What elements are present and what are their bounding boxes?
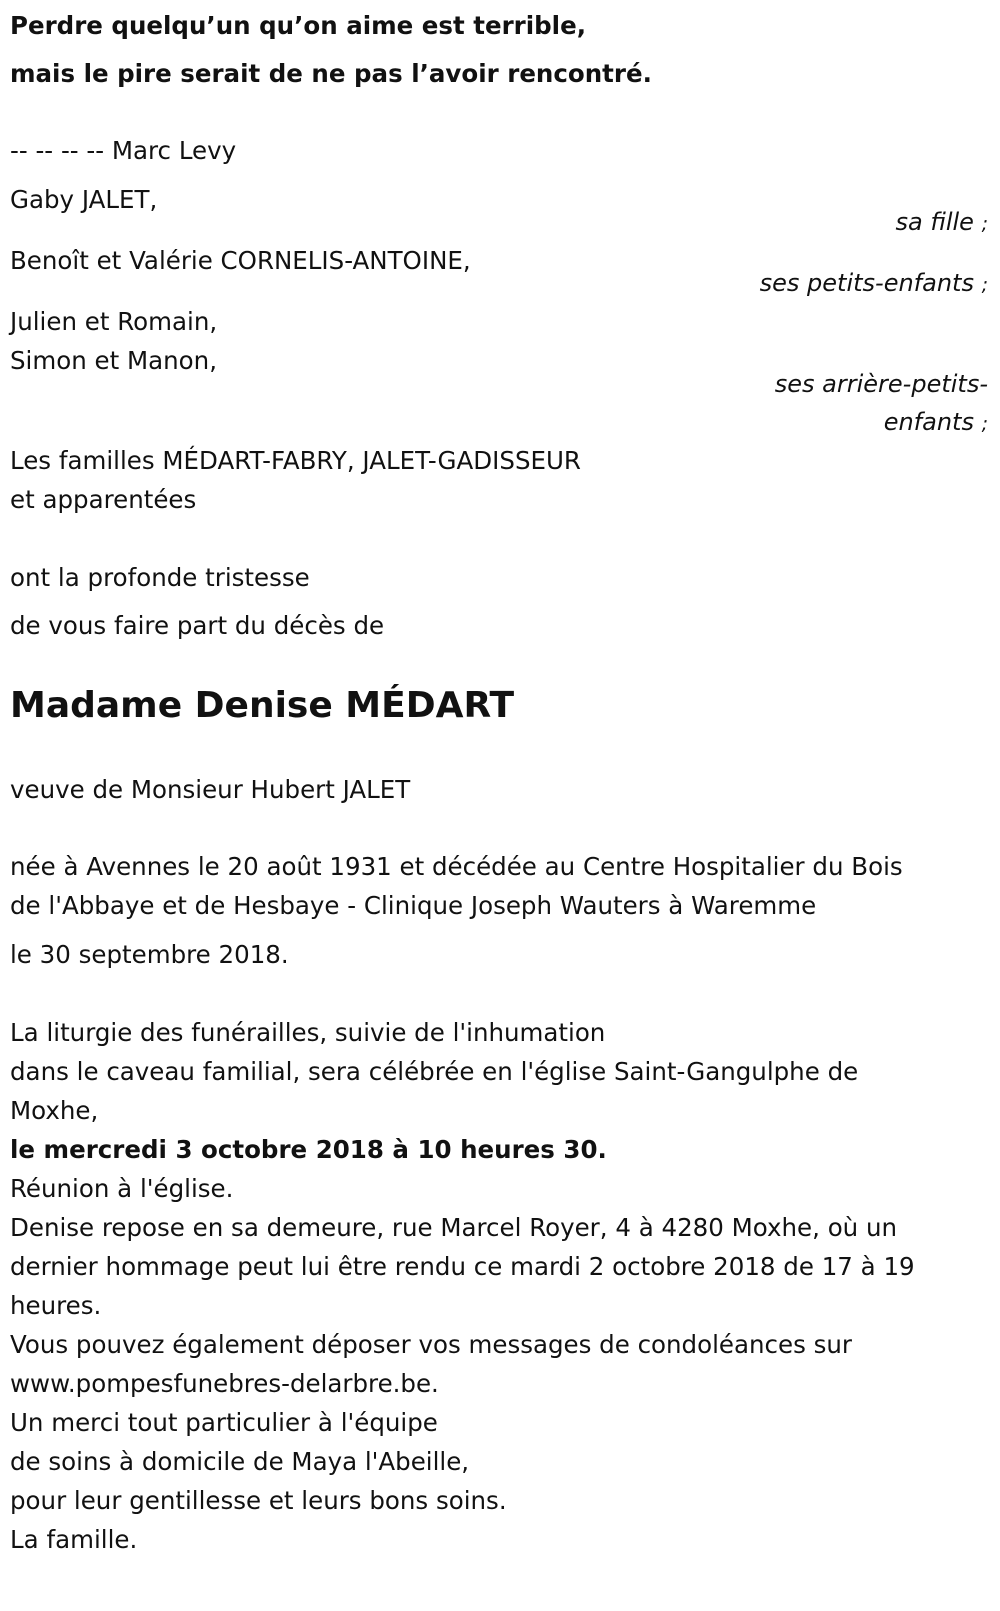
relation-great-grandchildren-line-2: enfants ; bbox=[883, 408, 988, 436]
birth-death-line-2: de l'Abbaye et de Hesbaye - Clinique Joseph Wauters à Waremme bbox=[10, 891, 817, 920]
relation-great-grandchildren-line-1: ses arrière-petits- bbox=[774, 370, 988, 398]
family-member-daughter: Gaby JALET, bbox=[10, 185, 158, 214]
thanks-line-3: pour leur gentillesse et leurs bons soins. bbox=[10, 1486, 507, 1515]
funeral-line-8: heures. bbox=[10, 1291, 102, 1320]
quote-author: -- -- -- -- Marc Levy bbox=[10, 136, 237, 165]
family-member-great-grandchildren-2: Simon et Manon, bbox=[10, 346, 217, 375]
families-line-1: Les familles MÉDART-FABRY, JALET-GADISSEUR bbox=[10, 446, 581, 475]
funeral-line-2: dans le caveau familial, sera célébrée en l'église Saint-Gangulphe de bbox=[10, 1057, 859, 1086]
thanks-line-1: Un merci tout particulier à l'équipe bbox=[10, 1408, 438, 1437]
condolences-website: www.pompesfunebres-delarbre.be. bbox=[10, 1369, 439, 1398]
relation-daughter: sa fille ; bbox=[895, 208, 988, 236]
deceased-name: Madame Denise MÉDART bbox=[10, 685, 515, 726]
quote-line-2: mais le pire serait de ne pas l’avoir rencontré. bbox=[10, 59, 652, 88]
family-member-great-grandchildren-1: Julien et Romain, bbox=[10, 307, 218, 336]
birth-death-line-1: née à Avennes le 20 août 1931 et décédée au Centre Hospitalier du Bois bbox=[10, 852, 903, 881]
funeral-line-7: dernier hommage peut lui être rendu ce mardi 2 octobre 2018 de 17 à 19 bbox=[10, 1252, 915, 1281]
funeral-line-9: Vous pouvez également déposer vos messages de condoléances sur bbox=[10, 1330, 852, 1359]
announce-line-1: ont la profonde tristesse bbox=[10, 563, 310, 592]
announce-line-2: de vous faire part du décès de bbox=[10, 611, 385, 640]
birth-death-line-3: le 30 septembre 2018. bbox=[10, 940, 289, 969]
relation-grandchildren: ses petits-enfants ; bbox=[759, 269, 988, 297]
signature: La famille. bbox=[10, 1525, 138, 1554]
funeral-line-1: La liturgie des funérailles, suivie de l'inhumation bbox=[10, 1018, 606, 1047]
widow-of: veuve de Monsieur Hubert JALET bbox=[10, 775, 411, 804]
families-line-2: et apparentées bbox=[10, 485, 197, 514]
quote-line-1: Perdre quelqu’un qu’on aime est terrible, bbox=[10, 11, 587, 40]
funeral-datetime: le mercredi 3 octobre 2018 à 10 heures 30. bbox=[10, 1135, 607, 1164]
thanks-line-2: de soins à domicile de Maya l'Abeille, bbox=[10, 1447, 470, 1476]
family-member-grandchildren: Benoît et Valérie CORNELIS-ANTOINE, bbox=[10, 246, 471, 275]
funeral-line-6: Denise repose en sa demeure, rue Marcel Royer, 4 à 4280 Moxhe, où un bbox=[10, 1213, 898, 1242]
funeral-line-3: Moxhe, bbox=[10, 1096, 99, 1125]
funeral-line-5: Réunion à l'église. bbox=[10, 1174, 234, 1203]
